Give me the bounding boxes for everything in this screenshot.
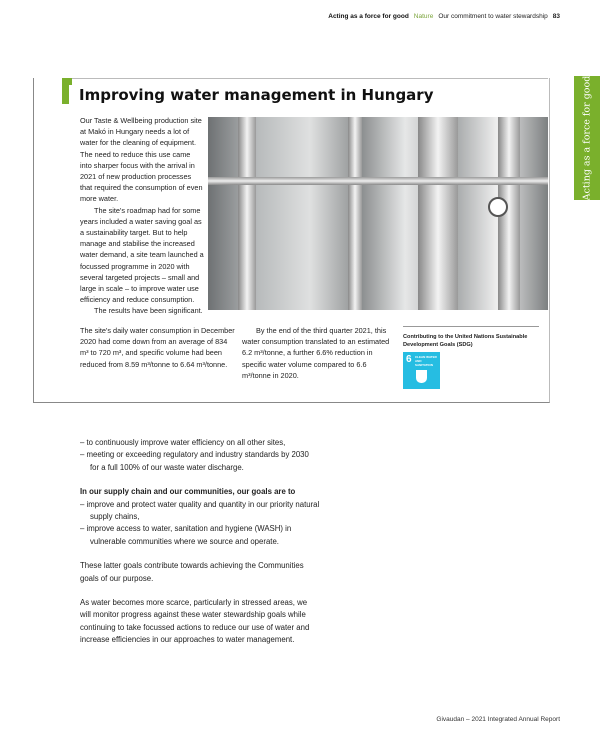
water-pipes-photo bbox=[208, 117, 548, 310]
para-3: The site's daily water consumption in December 2020 had come down from an average of 834 m³ to 720 m³, and specific volume had been reduced from 8.59 m³/tonne to 6.64 m³/tonne. bbox=[80, 326, 235, 369]
para-1: Our Taste & Wellbeing production site at Makó in Hungary needs a lot of water for the cleaning of equipment. The need to reduce this use came into sharper focus with the arrival in 2021 of new production processes that required the consumption of even more water. bbox=[80, 116, 203, 204]
list-item: – improve and protect water quality and quantity in our priority natural supply chains, bbox=[80, 499, 320, 522]
list-item: – meeting or exceeding regulatory and industry standards by 2030 for a full 100% of our waste water discharge. bbox=[80, 450, 309, 472]
running-header bbox=[328, 13, 560, 20]
para-4: By the end of the third quarter 2021, this water consumption translated to an estimated 6.2 m³/tonne, a further 6.6% reduction in specific water volume compared to 6.6 m³/tonne in 2020. bbox=[242, 326, 390, 380]
para-3-lead: The results have been significant. bbox=[94, 306, 203, 316]
section-tab bbox=[574, 76, 600, 200]
sdg-6-icon bbox=[403, 352, 440, 389]
sdg-caption: Contributing to the United Nations Sustainable Development Goals (SDG) bbox=[403, 334, 528, 348]
green-bracket-horizontal bbox=[62, 78, 72, 85]
section-heading: In our supply chain and our communities, our goals are to bbox=[80, 487, 296, 497]
body-paragraph: These latter goals contribute towards achieving the Communities goals of our purpose. bbox=[80, 561, 304, 583]
body-paragraph: As water becomes more scarce, particularly in stressed areas, we will monitor progress against these water stewardship goals while continuing to take focussed actions to reduce our use of water and increase efficiencies in our approaches to water management. bbox=[80, 598, 310, 645]
case-study-title: Improving water management in Hungary bbox=[79, 86, 434, 104]
sdg-number: 6 bbox=[406, 354, 412, 365]
section-tab-label: Acting as a force for good bbox=[581, 75, 593, 201]
para-2: The site's roadmap had for some years included a water saving goal as a sustainability target. But to help manage and stabilise the increased water demand, a site team launched a focussed programme in 2020 with several targeted projects – small and large in scale – to improve water use efficiency and reduce consumption. bbox=[80, 205, 204, 305]
case-study-column-1 bbox=[80, 115, 204, 317]
header-subsection: Nature bbox=[413, 13, 434, 20]
page-number: 83 bbox=[552, 13, 560, 20]
box-top-border bbox=[62, 78, 548, 79]
header-topic: Our commitment to water stewardship bbox=[438, 13, 548, 20]
list-item: – to continuously improve water efficiency on all other sites, bbox=[80, 438, 286, 447]
list-item: – improve access to water, sanitation and hygiene (WASH) in vulnerable communities where we source and operate. bbox=[80, 524, 292, 546]
header-section: Acting as a force for good bbox=[328, 13, 409, 20]
sdg-divider bbox=[403, 326, 539, 327]
sdg-label: CLEAN WATER AND SANITATION bbox=[415, 355, 437, 367]
footer: Givaudan – 2021 Integrated Annual Report bbox=[436, 716, 560, 723]
body-text bbox=[80, 437, 320, 659]
